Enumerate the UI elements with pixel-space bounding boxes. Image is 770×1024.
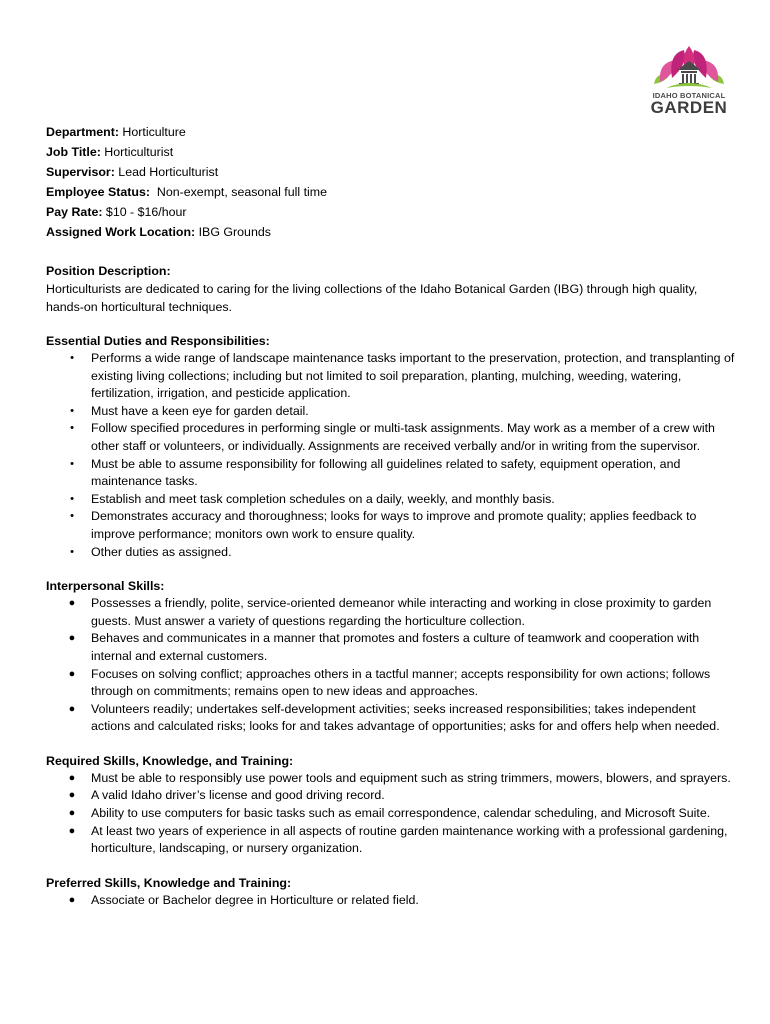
bullet-icon: ● bbox=[68, 893, 76, 906]
list-item bbox=[46, 350, 736, 403]
field-label: Department: bbox=[46, 125, 119, 139]
bullet-icon: • bbox=[70, 492, 74, 505]
field-supervisor bbox=[46, 162, 736, 182]
field-value: IBG Grounds bbox=[195, 225, 271, 239]
logo-line2: GARDEN bbox=[650, 98, 728, 117]
section-heading: Preferred Skills, Knowledge and Training: bbox=[46, 875, 292, 890]
list-item bbox=[46, 630, 736, 665]
position-description-section bbox=[46, 262, 736, 316]
list-item-text: Demonstrates accuracy and thoroughness; looks for ways to improve and promote quality; applies feedback to improve performance; monitors own work to ensure quality. bbox=[91, 509, 697, 541]
bullet-icon: ● bbox=[68, 632, 76, 645]
field-value: Non-exempt, seasonal full time bbox=[149, 185, 327, 199]
bullet-icon: ● bbox=[68, 807, 76, 820]
bullet-icon: • bbox=[70, 545, 74, 558]
field-label: Job Title: bbox=[46, 145, 101, 159]
list-item bbox=[46, 701, 736, 736]
field-work-location bbox=[46, 222, 736, 242]
list-item bbox=[46, 770, 736, 788]
job-fields bbox=[46, 122, 736, 242]
section-heading: Essential Duties and Responsibilities: bbox=[46, 334, 270, 348]
bullet-icon: • bbox=[70, 352, 74, 364]
essential-duties-section bbox=[46, 332, 736, 561]
job-description bbox=[46, 122, 736, 909]
bullet-list bbox=[46, 595, 736, 736]
list-item-text: Volunteers readily; undertakes self-development activities; seeks increased responsibilities; takes independent actions and calculated risks; looks for and takes advantage of opportunities; asks for and offers help when needed. bbox=[91, 701, 720, 734]
list-item bbox=[46, 666, 736, 701]
field-value: $10 - $16/hour bbox=[102, 205, 187, 219]
list-item-text: Must be able to assume responsibility for following all guidelines related to safety, equipment operation, and maintenance tasks. bbox=[91, 456, 681, 489]
bullet-icon: ● bbox=[68, 597, 76, 610]
list-item bbox=[46, 403, 736, 421]
list-item bbox=[46, 805, 736, 823]
list-item-text: Associate or Bachelor degree in Horticulture or related field. bbox=[91, 892, 419, 907]
bullet-icon: • bbox=[70, 457, 74, 470]
field-value: Horticulture bbox=[118, 125, 186, 139]
list-item bbox=[46, 823, 736, 858]
list-item-text: Performs a wide range of landscape maintenance tasks important to the preservation, protection, and transplanting of existing living collections; including but not limited to soil preparation, planting, mulching, weeding, watering, fertilization, irrigation, and pesticide application. bbox=[91, 351, 735, 401]
list-item-text: Must have a keen eye for garden detail. bbox=[91, 403, 309, 418]
bullet-icon: ● bbox=[68, 789, 76, 802]
field-label: Employee Status: bbox=[46, 185, 150, 199]
list-item-text: A valid Idaho driver’s license and good driving record. bbox=[91, 788, 385, 803]
list-item-text: Ability to use computers for basic tasks such as email correspondence, calendar scheduling, and Microsoft Suite. bbox=[91, 806, 711, 821]
idaho-botanical-garden-logo bbox=[646, 44, 732, 120]
field-department bbox=[46, 122, 736, 142]
bullet-icon: ● bbox=[68, 824, 76, 837]
section-heading: Position Description: bbox=[46, 264, 171, 278]
field-pay-rate bbox=[46, 202, 736, 222]
spacer bbox=[46, 242, 736, 262]
spacer bbox=[46, 316, 736, 332]
list-item-text: Possesses a friendly, polite, service-oriented demeanor while interacting and working in close proximity to garden guests. Must answer a variety of questions regarding the horticulture collection. bbox=[91, 596, 712, 628]
list-item bbox=[46, 420, 736, 455]
field-value: Lead Horticulturist bbox=[114, 165, 219, 179]
list-item bbox=[46, 456, 736, 491]
field-label: Pay Rate: bbox=[46, 205, 103, 219]
field-job-title bbox=[46, 142, 736, 162]
field-employee-status bbox=[46, 182, 736, 202]
field-label: Assigned Work Location: bbox=[46, 225, 196, 239]
list-item-text: Must be able to responsibly use power tools and equipment such as string trimmers, mowers, blowers, and sprayers. bbox=[91, 770, 731, 785]
section-heading: Required Skills, Knowledge, and Training: bbox=[46, 753, 294, 768]
preferred-skills-section bbox=[46, 874, 736, 910]
list-item-text: Other duties as assigned. bbox=[91, 544, 232, 559]
list-item bbox=[46, 508, 736, 543]
spacer bbox=[46, 858, 736, 874]
bullet-icon: • bbox=[70, 510, 74, 523]
field-label: Supervisor: bbox=[46, 165, 115, 179]
bullet-list bbox=[46, 770, 736, 858]
section-heading: Interpersonal Skills: bbox=[46, 579, 165, 594]
bullet-list bbox=[46, 892, 736, 910]
list-item bbox=[46, 544, 736, 562]
bullet-icon: ● bbox=[68, 771, 76, 784]
list-item bbox=[46, 491, 736, 509]
position-description-text: Horticulturists are dedicated to caring for the living collections of the Idaho Botanical Garden (IBG) through high quality, hands-on horticultural techniques. bbox=[46, 282, 698, 314]
list-item-text: Follow specified procedures in performing single or multi-task assignments. May work as a member of a crew with other staff or volunteers, or individually. Assignments are received verbally and/or in writing from the supervisor. bbox=[91, 421, 715, 453]
logo-line1: IDAHO BOTANICAL bbox=[652, 91, 726, 100]
bullet-icon: • bbox=[70, 422, 74, 435]
bullet-list bbox=[46, 350, 736, 561]
bullet-icon: ● bbox=[68, 702, 76, 715]
list-item-text: Behaves and communicates in a manner that promotes and fosters a culture of teamwork and cooperation with internal and external customers. bbox=[91, 631, 700, 663]
list-item-text: Focuses on solving conflict; approaches others in a tactful manner; accepts responsibility for own actions; follows through on commitments; remains open to new ideas and approaches. bbox=[91, 666, 711, 699]
list-item-text: Establish and meet task completion schedules on a daily, weekly, and monthly basis. bbox=[91, 491, 555, 506]
interpersonal-skills-section bbox=[46, 577, 736, 736]
list-item-text: At least two years of experience in all aspects of routine garden maintenance working with a professional gardening, horticulture, landscaping, or nursery organization. bbox=[91, 823, 728, 856]
field-value: Horticulturist bbox=[100, 145, 174, 159]
spacer bbox=[46, 736, 736, 752]
list-item bbox=[46, 595, 736, 630]
bullet-icon: ● bbox=[68, 667, 76, 680]
spacer bbox=[46, 561, 736, 577]
list-item bbox=[46, 892, 736, 910]
bullet-icon: • bbox=[70, 404, 74, 417]
list-item bbox=[46, 787, 736, 805]
lotus-flower-icon bbox=[646, 44, 732, 94]
required-skills-section bbox=[46, 752, 736, 858]
